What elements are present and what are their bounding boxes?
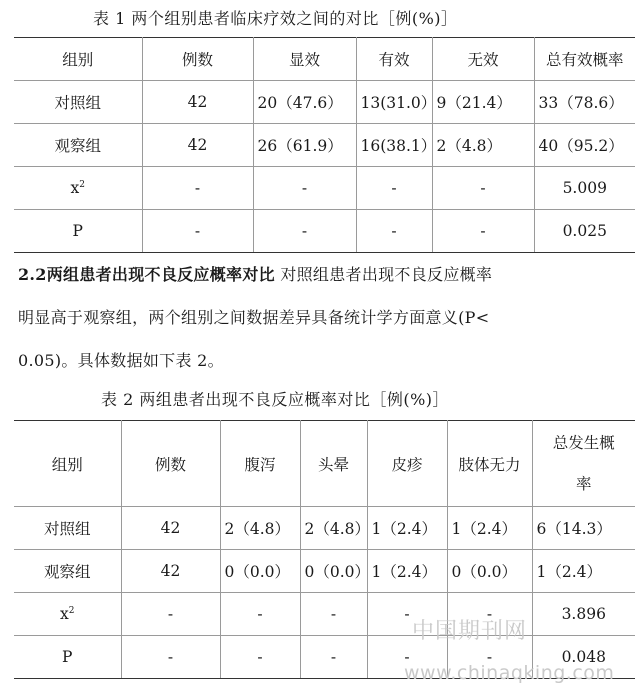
table1	[14, 37, 635, 253]
table-cell: 5.009	[534, 167, 635, 210]
table-cell: 16(38.1）	[356, 124, 432, 167]
table1-header-cell: 有效	[356, 38, 432, 81]
table-cell	[14, 593, 121, 636]
header-line: 总发生概	[552, 433, 615, 452]
table-cell: 33（78.6）	[534, 81, 635, 124]
table-cell: 26（61.9）	[253, 124, 356, 167]
table2-header-cell: 肢体无力	[447, 421, 532, 507]
table-cell: 对照组	[14, 81, 142, 124]
table-cell: -	[432, 167, 534, 210]
table-cell: 0.048	[532, 636, 635, 679]
table2-header-row	[14, 421, 635, 507]
section-paragraph-line2: 明显高于观察组，两个组别之间数据差异具备统计学方面意义(P<	[18, 308, 490, 327]
table-cell: 2（4.8）	[432, 124, 534, 167]
table-cell: 40（95.2）	[534, 124, 635, 167]
table-cell: 2（4.8）	[300, 507, 367, 550]
table-cell: 0（0.0）	[447, 550, 532, 593]
table-cell: 0.025	[534, 210, 635, 253]
table2-header-cell: 例数	[121, 421, 220, 507]
table1-header-cell: 显效	[253, 38, 356, 81]
chi-square-label: x	[60, 605, 69, 623]
table-cell: P	[14, 636, 121, 679]
table-cell: 对照组	[14, 507, 121, 550]
table-cell: 3.896	[532, 593, 635, 636]
table-cell: 20（47.6）	[253, 81, 356, 124]
table-cell: -	[447, 636, 532, 679]
table-cell: 6（14.3）	[532, 507, 635, 550]
table-cell: -	[432, 210, 534, 253]
table1-header-cell: 例数	[142, 38, 253, 81]
table-cell: 2（4.8）	[220, 507, 300, 550]
table-cell: -	[220, 593, 300, 636]
table1-caption: 表 1 两个组别患者临床疗效之间的对比［例(%)］	[93, 9, 458, 28]
table-cell: 1（2.4）	[367, 550, 447, 593]
table-row	[14, 167, 635, 210]
table2-header-cell: 组别	[14, 421, 121, 507]
table2-caption: 表 2 两组患者出现不良反应概率对比［例(%)］	[101, 390, 450, 409]
table2-header-cell: 皮疹	[367, 421, 447, 507]
table-cell: 0（0.0）	[220, 550, 300, 593]
table-cell: -	[253, 210, 356, 253]
table2	[14, 420, 635, 679]
table-cell: 观察组	[14, 124, 142, 167]
table-cell: -	[356, 167, 432, 210]
table-row	[14, 550, 635, 593]
table1-header-cell: 无效	[432, 38, 534, 81]
table-cell: -	[220, 636, 300, 679]
watermark-url: www.chinaqking.com	[404, 662, 615, 684]
table-cell: -	[367, 636, 447, 679]
table-cell: 1（2.4）	[532, 550, 635, 593]
paragraph-text: 对照组患者出现不良反应概率	[274, 265, 493, 284]
table-row	[14, 81, 635, 124]
table-row	[14, 210, 635, 253]
table-cell: -	[356, 210, 432, 253]
table-cell: -	[121, 636, 220, 679]
table-cell: 42	[121, 550, 220, 593]
superscript: 2	[79, 180, 85, 190]
table-cell	[14, 167, 142, 210]
table-cell: -	[253, 167, 356, 210]
table-cell: -	[367, 593, 447, 636]
table2-header-cell	[532, 421, 635, 507]
table1-header-cell: 组别	[14, 38, 142, 81]
table-cell: 13(31.0）	[356, 81, 432, 124]
table-cell: -	[447, 593, 532, 636]
table-cell: P	[14, 210, 142, 253]
table-cell: -	[142, 167, 253, 210]
header-line: 率	[575, 474, 592, 493]
watermark-cn: 中国期刊网	[412, 619, 528, 644]
table1-header-cell: 总有效概率	[534, 38, 635, 81]
table-cell: -	[300, 593, 367, 636]
table-cell: -	[142, 210, 253, 253]
table-cell: 42	[142, 124, 253, 167]
table2-header-cell: 头晕	[300, 421, 367, 507]
table-cell: -	[300, 636, 367, 679]
table-cell: 0（0.0）	[300, 550, 367, 593]
section-paragraph-line1	[18, 262, 618, 285]
table2-header-cell: 腹泻	[220, 421, 300, 507]
section-heading: 2.2两组患者出现不良反应概率对比	[18, 265, 275, 284]
table-cell: 42	[142, 81, 253, 124]
table-cell: -	[121, 593, 220, 636]
table-row	[14, 507, 635, 550]
table-cell: 9（21.4）	[432, 81, 534, 124]
section-paragraph-line3: 0.05)。具体数据如下表 2。	[18, 351, 224, 370]
table1-header-row	[14, 38, 635, 81]
table-row	[14, 593, 635, 636]
chi-square-label: x	[70, 179, 80, 197]
table-cell: 1（2.4）	[367, 507, 447, 550]
table-row	[14, 124, 635, 167]
table-cell: 观察组	[14, 550, 121, 593]
superscript: 2	[68, 606, 75, 616]
table-cell: 1（2.4）	[447, 507, 532, 550]
table-cell: 42	[121, 507, 220, 550]
